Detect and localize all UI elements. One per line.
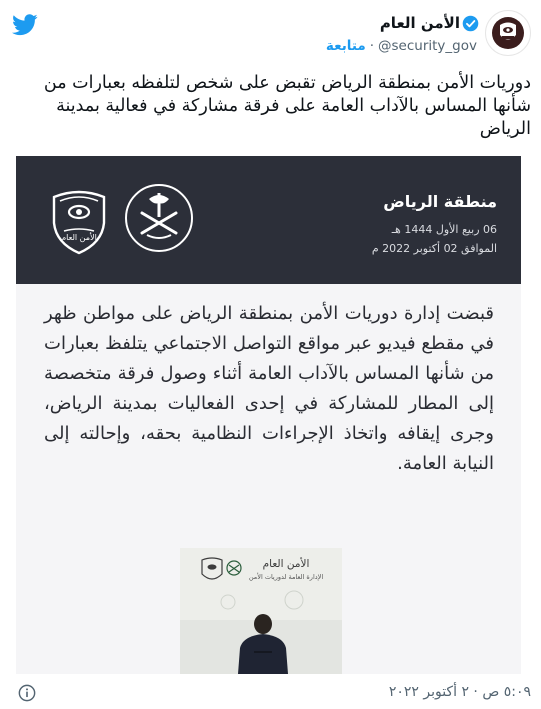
region-title: منطقة الرياض: [383, 192, 497, 211]
photo-figure-illustration: [180, 548, 342, 674]
security-emblem-icon: [491, 16, 525, 50]
tweet-text: دوريات الأمن بمنطقة الرياض تقبض على شخص لتلفظه بعبارات من شأنها المساس بالآداب العامة على فرقة مشاركة في فعالية بمدينة الرياض: [43, 73, 531, 139]
info-icon[interactable]: [18, 684, 36, 702]
photo-banner-title: الأمن العام: [262, 558, 310, 570]
separator-dot: ·: [369, 38, 375, 54]
gregorian-date: الموافق 02 أكتوبر 2022 م: [371, 242, 497, 255]
card-body-text: قبضت إدارة دوريات الأمن بمنطقة الرياض على مواطن ظهر في مقطع فيديو عبر مواقع التواصل الاجتماعي يتلفظ بعبارات من شأنها المساس بالآداب العامة أثناء وصول فرقة متخصصة إلى المطار للمشاركة في إحدى الفعاليات بمدينة الرياض، وجرى إيقافه واتخاذ الإجراءات النظامية بحقه، وإحالته إلى النيابة العامة.: [44, 303, 494, 474]
saudi-emblem-icon: [124, 183, 194, 253]
twitter-bird-icon[interactable]: [12, 14, 38, 36]
card-header: [16, 156, 521, 284]
hijri-date: 06 ربيع الأول 1444 هـ: [391, 223, 497, 236]
suspect-photo: [180, 548, 342, 674]
tweet-media-card[interactable]: [16, 156, 521, 674]
avatar[interactable]: [485, 10, 531, 56]
verified-badge-icon: [462, 15, 479, 32]
author-handle-row: [326, 38, 477, 54]
photo-banner-subtitle: الإدارة العامة لدوريات الأمن: [248, 573, 324, 581]
tweet-timestamp[interactable]: ٥:٠٩ ص · ٢ أكتوبر ٢٠٢٢: [388, 684, 531, 700]
author-display-name[interactable]: الأمن العام: [379, 14, 460, 32]
author-handle[interactable]: @security_gov: [378, 38, 477, 54]
follow-button[interactable]: متابعة: [325, 38, 366, 54]
security-emblem-icon: [46, 187, 112, 255]
card-logo-text: الأمن العام: [61, 233, 97, 242]
